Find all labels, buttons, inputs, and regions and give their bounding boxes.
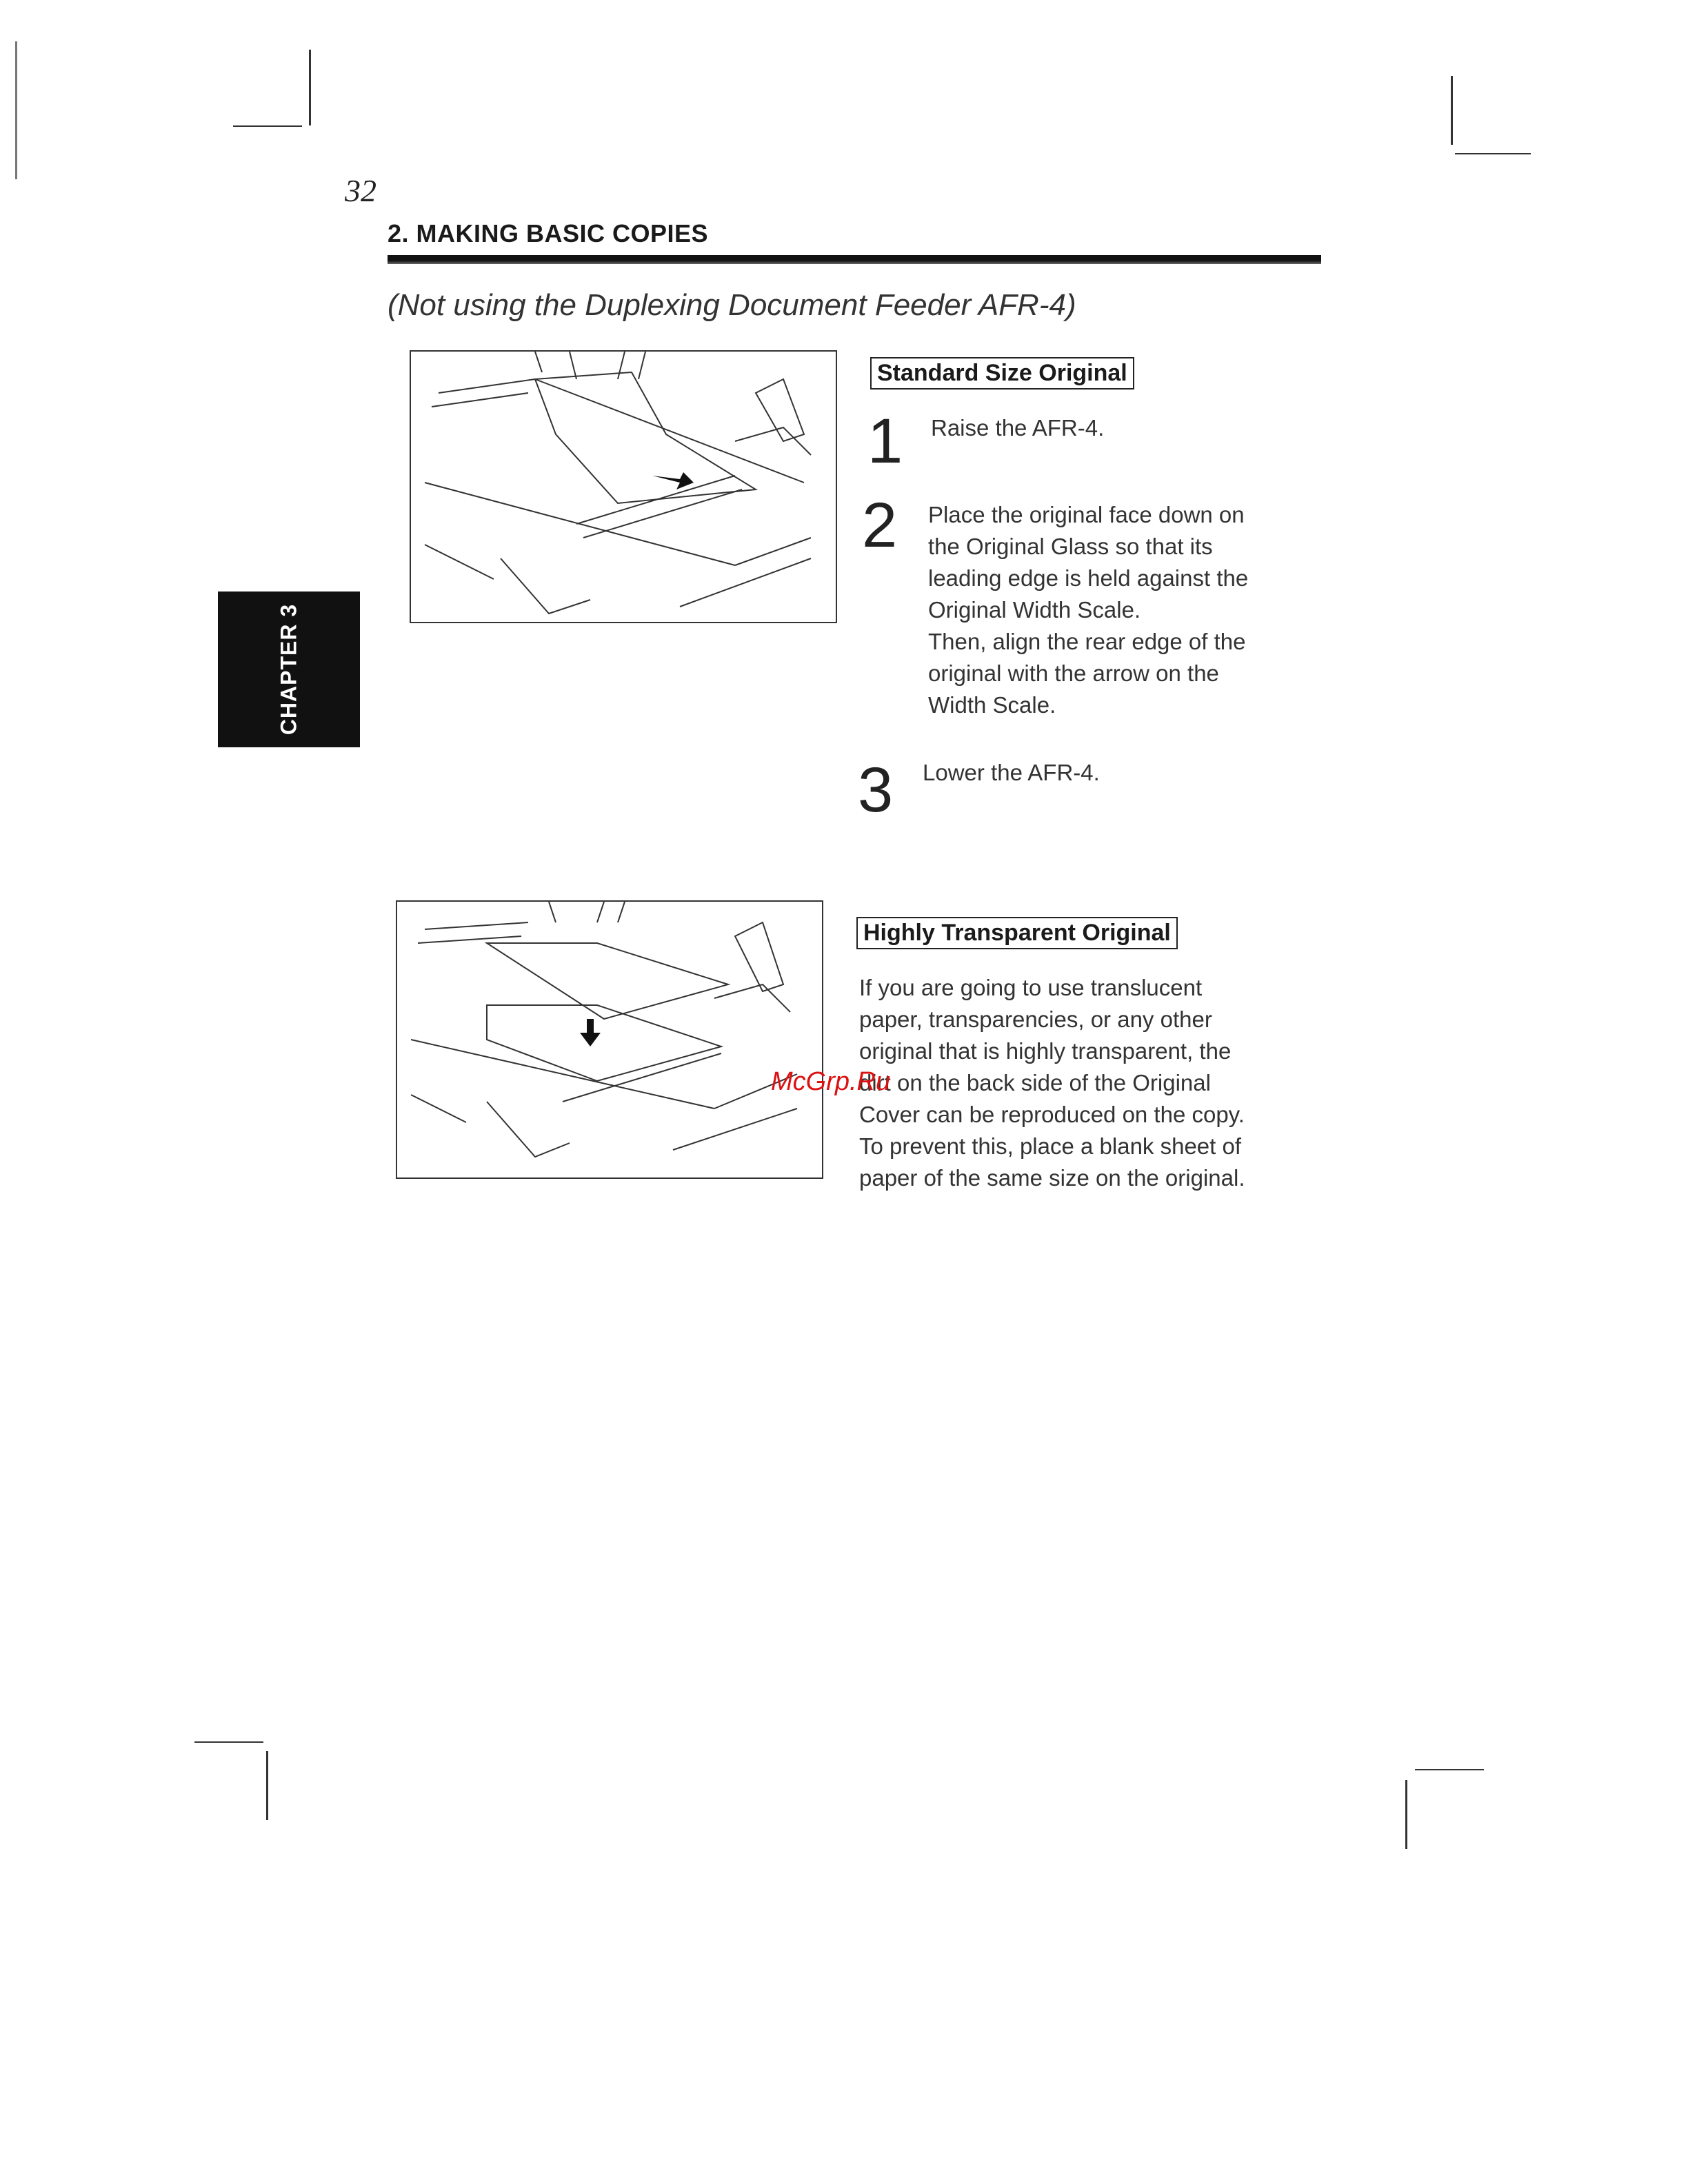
paragraph-line: paper, transparencies, or any other: [859, 1007, 1212, 1032]
step-line: Lower the AFR-4.: [923, 760, 1100, 785]
paragraph-line: paper of the same size on the original.: [859, 1165, 1245, 1191]
paragraph-line: Cover can be reproduced on the copy.: [859, 1102, 1245, 1127]
section-title: 2. MAKING BASIC COPIES: [388, 219, 709, 247]
step-1-text: [931, 412, 1104, 444]
paragraph-line: If you are going to use translucent: [859, 975, 1203, 1000]
standard-size-heading: Standard Size Original: [870, 357, 1134, 390]
crop-mark: [1405, 1780, 1407, 1849]
binding-edge-line: [15, 41, 17, 179]
transparent-original-paragraph: [859, 972, 1245, 1194]
paragraph-line: original that is highly transparent, the: [859, 1038, 1232, 1064]
paragraph-line: To prevent this, place a blank sheet of: [859, 1133, 1242, 1159]
step-2-number: 2: [862, 490, 898, 560]
transparent-original-heading: Highly Transparent Original: [856, 917, 1178, 949]
crop-mark: [1455, 153, 1531, 154]
crop-mark: [1415, 1769, 1484, 1770]
crop-mark: [266, 1751, 268, 1820]
step-line: Raise the AFR-4.: [931, 415, 1105, 441]
crop-mark: [1451, 76, 1453, 145]
step-line: original with the arrow on the: [928, 660, 1219, 686]
watermark: McGrp.Ru: [771, 1067, 891, 1096]
chapter-tab-label: CHAPTER 3: [276, 603, 301, 736]
paragraph-line: dirt on the back side of the Original: [859, 1070, 1211, 1095]
page-number: 32: [345, 173, 376, 208]
step-3-text: [923, 757, 1100, 789]
subtitle: (Not using the Duplexing Document Feeder AFR-4): [388, 288, 1076, 322]
crop-mark: [309, 50, 311, 125]
step-line: Place the original face down on: [928, 502, 1245, 527]
title-rule: [388, 255, 1321, 264]
step-line: Original Width Scale.: [928, 597, 1141, 623]
step-line: the Original Glass so that its: [928, 534, 1213, 559]
illustration-transparent-original: [396, 900, 823, 1179]
step-3-number: 3: [858, 755, 894, 825]
step-line: Width Scale.: [928, 692, 1056, 718]
step-2-text: [928, 499, 1248, 721]
crop-mark: [194, 1741, 263, 1743]
copier-blank-sheet-drawing: [397, 902, 822, 1177]
illustration-standard-original: [410, 350, 837, 623]
step-1-number: 1: [867, 406, 903, 476]
step-line: leading edge is held against the: [928, 565, 1249, 591]
copier-placement-drawing: [411, 352, 836, 622]
step-line: Then, align the rear edge of the: [928, 629, 1246, 654]
crop-mark: [233, 125, 302, 127]
chapter-tab: [218, 592, 360, 747]
